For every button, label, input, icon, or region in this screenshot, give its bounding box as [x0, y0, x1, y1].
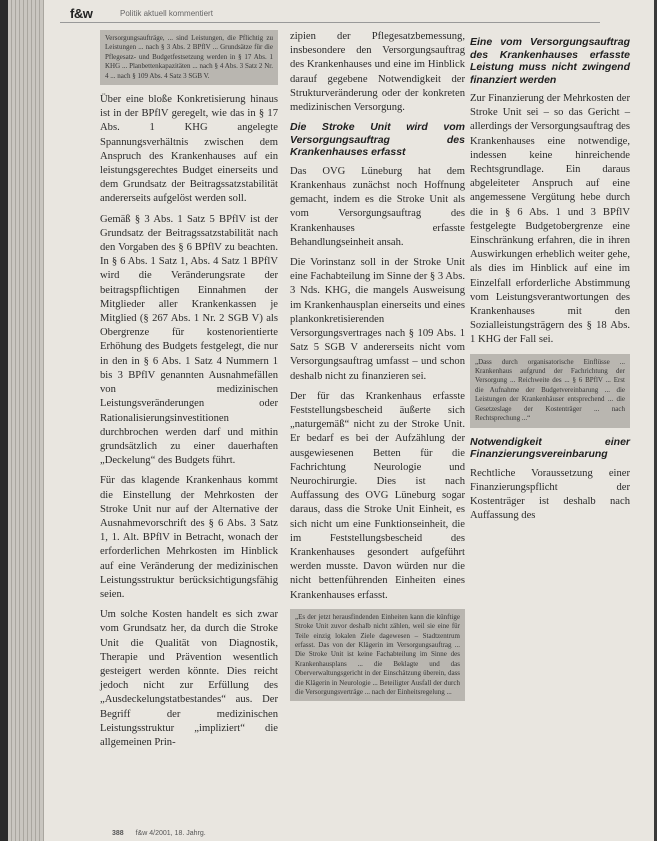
paragraph: Rechtliche Voraussetzung einer Finanzierungspflicht der Kostenträger ist deshalb nach Auffassung des — [470, 467, 630, 522]
issue-info: f&w 4/2001, 18. Jahrg. — [135, 830, 206, 837]
paragraph: Der für das Krankenhaus erfasste Feststellungsbescheid äußerte sich „naturgemäß“ nicht zu der Stroke Unit. Er bedarf es bei der Aufzählung der ausgewiesenen Betten für die Fachrichtung Neurologie und Neurochirurgie. Dies ist nach Auffassung des OVG Lüneburg sogar daraus, dass die Stroke Unit Einheit, es sich nicht um eine Funktionseinheit, die im Feststellungsbescheid des Krankenhauses gesondert aufgeführt werden musste. Davon würden nur die nicht bettenführenden Einheiten eines Krankenhauses erfasst. — [290, 390, 465, 601]
page-stack-edges — [8, 0, 46, 841]
paragraph: Die Vorinstanz soll in der Stroke Unit eine Fachabteilung im Sinne der § 3 Abs. 3 Nds. KHG, die mangels Ausweisung im Krankenhausplan einerseits und eines plankonkretisierenden Versorgungsvertrages nach § 109 Abs. 1 Satz 5 SGB V andererseits nicht vom Versorgungsauftrag umfasst – und schon deshalb nicht zu finanzieren sei. — [290, 256, 465, 382]
section-heading: Eine vom Versorgungsauftrag des Krankenhauses erfasste Leistung muss nicht zwingend finanziert werden — [470, 36, 630, 86]
paragraph: Um solche Kosten handelt es sich zwar vom Grundsatz her, da durch die Stroke Unit die Qualität von Diagnostik, Therapie und Prävention wesentlich gesteigert werden könnte. Dies reicht jedoch nicht zur Erfüllung des „Ausdeckelungstatbestandes“ aus. Der Begriff der medizinischen Leistungsstruktur „impliziert“ die allgemeinen Prin- — [100, 609, 278, 748]
paragraph: Über eine bloße Konkretisierung hinaus ist in der BPflV geregelt, wie das in § 17 Abs. 1 KHG angelegte Spannungsverhältnis zwischen dem Anspruch des Krankenhauses auf ein leistungsgerechtes Budget einerseits und dem Grundsatz der Beitragssatzstabilität andererseits aufgelöst werden soll. — [100, 94, 278, 205]
quote-box: „Dass durch organisatorische Einflüsse ... Krankenhaus aufgrund der Fachrichtung der Versorgung ... Reichweite des ... § 6 BPflV ... Erst die Aufnahme der Budgetvereinbarung ... die Leistungen der Krankenhäuser entsprechend ... die Gesetzeslage der Kostenträger ... nach Rechtsprechung ...“ — [470, 354, 630, 428]
column-1 — [100, 30, 278, 756]
section-heading: Notwendigkeit einer Finanzierungsvereinbarung — [470, 435, 630, 460]
journal-logo: f&w — [70, 6, 93, 21]
header-rule — [60, 22, 600, 23]
info-box-1: Versorgungsaufträge, ... sind Leistungen, die Pflichtig zu Leistungen ... nach § 3 Abs. 2 BPflV ... Grundsätze für die Pflegesatz- und Budgetfestsetzung werden in § 17 Abs. 1 KHG ... Planbettenkapazitäten ... nach § 4 Abs. 3 Satz 2 Nr. 4 ... nach § 109 Abs. 4 Satz 3 SGB V. — [100, 30, 278, 85]
column-3 — [470, 30, 630, 529]
paragraph: Zur Finanzierung der Mehrkosten der Stroke Unit sei – so das Gericht – allerdings der Versorgungsauftrag des Krankenhauses eine notwendige, indessen keine hinreichende Rechtsgrundlage. Ein daraus abgeleiteter Anspruch auf eine angemessene Vergütung hebe durch die in § 6 Abs. 1 und 3 BPflV festgelegte Budgetobergrenze eine Einschränkung erfahren, die in ihren Auswirkungen erheblich weiter gehe, als dies im Hinblick auf eine im Einzelfall erforderliche Abstimmung vom Leistungsverantwortungen des Krankenhauses mit den Sozialleistungsträgern des § 18 Abs. 1 KHG der Fall sei. — [470, 93, 630, 346]
paragraph: Für das klagende Krankenhaus kommt die Einstellung der Mehrkosten der Stroke Unit nur auf der Alternative der Ausnahmevorschrift des § 6 Abs. 3 Satz 1, 1. Alt. BPflV in Betracht, wonach der erforderlichen Mehrkosten im Hinblick auf eine Veränderung der medizinischen Leistungsstruktur berücksichtigungsfähig seien. — [100, 475, 278, 600]
quote-box: „Es der jetzt herausfindenden Einheiten kann die künftige Stroke Unit zuvor deshalb nicht zählen, weil sie eine für Teile einzig lokalen Ziele dagewesen – Stadtzentrum erfasst. Das von der Klägerin im Versorgungsauftrag ... Die Stroke Unit ist keine Fachabteilung im Sinne des Krankenhausplans ... die Beklagte und das Oberverwaltungsgericht in der Einschätzung überein, dass die Klägerin in Neurologie ... Beteiligter Ausfall der durch die Versorgungsverträge ... nach der Einheitsregelung ... — [290, 609, 465, 702]
paragraph: Das OVG Lüneburg hat dem Krankenhaus zunächst noch Hoffnung gemacht, indem es die Stroke Unit als vom Versorgungsauftrag des Krankenhauses erfasste Behandlungseinheit ansah. — [290, 165, 465, 248]
paragraph: zipien der Pflegesatzbemessung, insbesondere den Versorgungsauftrag des Krankenhauses und eine im Hinblick darauf gegebene Notwendigkeit der Strukturveränderung oder der konkreten medizinischen Versorgung. — [290, 31, 465, 114]
page-number: 388 — [112, 830, 124, 837]
section-heading: Die Stroke Unit wird vom Versorgungsauftrag des Krankenhauses erfasst — [290, 121, 465, 159]
section-title: Politik aktuell kommentiert — [120, 9, 213, 18]
column-2 — [290, 30, 465, 709]
page-header — [60, 6, 600, 22]
paragraph: Gemäß § 3 Abs. 1 Satz 5 BPflV ist der Grundsatz der Beitragssatzstabilität nach den Vorgaben des § 6 BPflV zu beachten. In § 6 Abs. 1 Satz 1, Abs. 4 Satz 1 BPflV wird die Veränderungsrate der beitragspflichtigen Einnahmen der Mitglieder aller Krankenkassen je Mitglied (§ 267 Abs. 1 Nr. 2 SGB V) als Obergrenze für kostenorientierte Erhöhung des Budgets festgelegt, die nur in den in § 6 Abs. 1 Satz 4 Nummern 1 bis 3 BPflV genannten Ausnahmefällen von medizinischen Leistungsveränderungen oder Rationalisierungsinvestitionen durchbrochen werden darf und mithin grundsätzlich zu einer dauerhaften „Deckelung“ des Budgets führt. — [100, 213, 278, 467]
page-footer — [112, 830, 206, 837]
